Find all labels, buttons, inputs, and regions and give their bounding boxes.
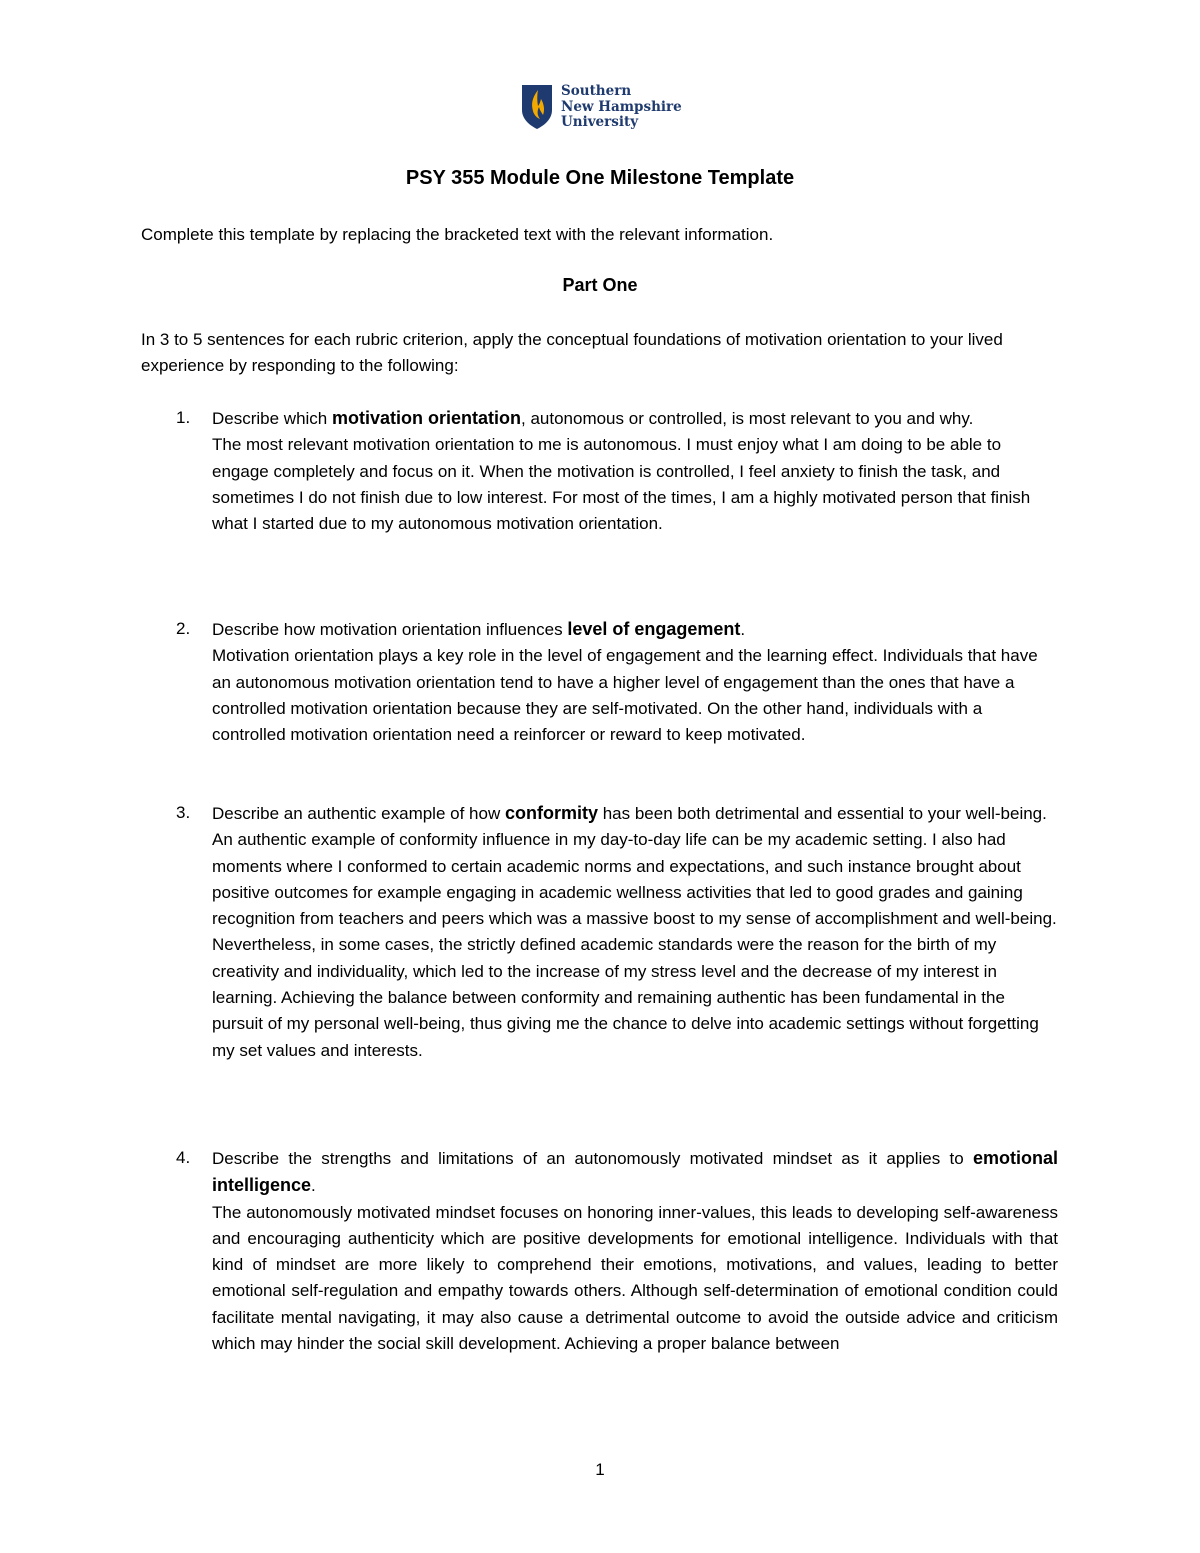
question-number: 4. [176,1148,191,1167]
question-number: 3. [176,803,191,822]
question-number: 2. [176,619,191,638]
prompt-keyword: conformity [504,803,598,823]
instructions-paragraph: In 3 to 5 sentences for each rubric criterion, apply the conceptual foundations of motivation orientation to your lived experience by responding to the following: [141,330,1003,376]
question-item-1 [176,405,1058,537]
page-number: 1 [595,1460,605,1479]
university-logo [521,84,682,131]
question-prompt [212,616,1058,643]
part-heading: Part One [562,275,638,295]
answer-text: An authentic example of conformity influence in my day-to-day life can be my academic setting. I also had moments where I conformed to certain academic norms and expectations, and such instance brought about positive outcomes for example engaging in academic wellness activities that led to good grades and gaining recognition from teachers and peers which was a massive boost to my sense of accomplishment and well-being. Nevertheless, in some cases, the strictly defined academic standards were the reason for the birth of my creativity and individuality, which led to the increase of my stress level and the decrease of my interest in learning. Achieving the balance between conformity and remaining authentic has been fundamental in the pursuit of my personal well-being, thus giving me the chance to delve into academic settings without forgetting my set values and interests. [212,830,1057,1060]
prompt-text: Describe an authentic example of how [212,804,505,823]
answer-text: Motivation orientation plays a key role in the level of engagement and the learning effect. Individuals that have an autonomous motivation orientation tend to have a higher level of engagement than the ones that have a controlled motivation orientation because they are self-motivated. On the other hand, individuals with a controlled motivation orientation need a reinforcer or reward to keep motivated. [212,646,1038,745]
prompt-text: Describe which [212,409,332,428]
prompt-text: Describe the strengths and limitations of an autonomously motivated mindset as it applies to [212,1149,973,1168]
prompt-text: Describe how motivation orientation influences [212,620,568,639]
answer-text: The autonomously motivated mindset focuses on honoring inner-values, this leads to developing self-awareness and encouraging authenticity which are positive developments for emotional intelligence. Individuals with that kind of mindset are more likely to comprehend their emotions, motivations, and values, leading to better emotional self-regulation and empathy towards others. Although self-determination of emotional condition could facilitate mental navigating, it may also cause a detrimental outcome to avoid the outside advice and criticism which may hinder the social skill development. Achieving a proper balance between [212,1202,1058,1354]
document-title: PSY 355 Module One Milestone Template [405,167,795,189]
prompt-keyword: emotional intelligence [212,1148,1058,1196]
prompt-text: . [311,1176,316,1196]
prompt-keyword: level of engagement [567,619,741,639]
question-prompt [212,1145,1058,1200]
question-item-3 [176,800,1058,1064]
question-item-4 [176,1145,1058,1357]
logo-line-2: New Hampshire [561,98,682,115]
question-number: 1. [176,408,191,427]
prompt-text: . [740,620,746,639]
logo-wordmark [561,84,682,131]
flame-shield-icon [521,84,553,130]
intro-paragraph: Complete this template by replacing the bracketed text with the relevant information. [141,225,774,244]
prompt-keyword: motivation orientation [332,408,521,428]
logo-line-1: Southern [561,83,632,99]
question-item-2 [176,616,1058,748]
prompt-text: has been both detrimental and essential to your well-being. [597,804,1047,823]
prompt-text: , autonomous or controlled, is most relevant to you and why. [521,409,974,428]
logo-line-3: University [561,114,639,130]
question-prompt [212,800,1058,827]
answer-text: The most relevant motivation orientation to me is autonomous. I must enjoy what I am doing to be able to engage completely and focus on it. When the motivation is controlled, I feel anxiety to finish the task, and sometimes I do not finish due to low interest. For most of the times, I am a highly motivated person that finish what I started due to my autonomous motivation orientation. [212,435,1031,534]
question-prompt [212,405,1058,432]
